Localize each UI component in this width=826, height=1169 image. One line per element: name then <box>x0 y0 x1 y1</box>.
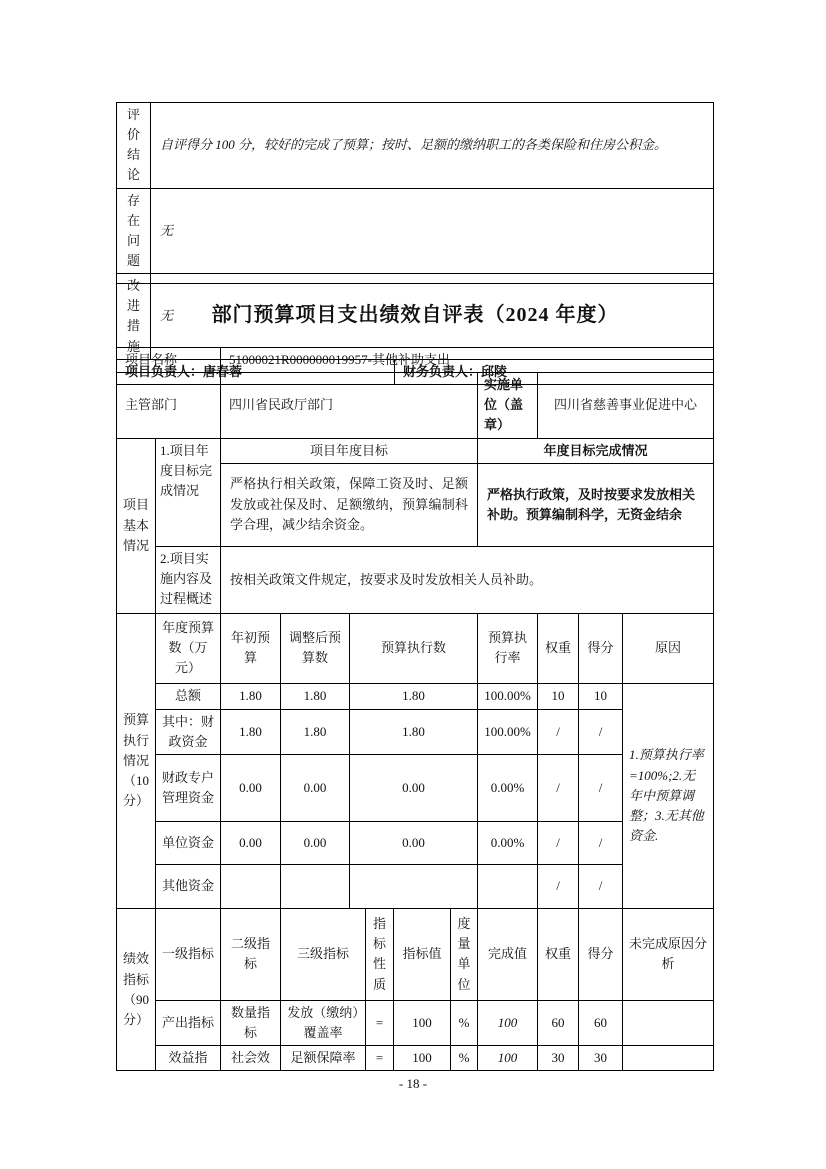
budget-cell: / <box>538 864 579 908</box>
implementation-text: 按相关政策文件规定，按要求及时发放相关人员补助。 <box>221 546 714 613</box>
indicator-cell: 30 <box>579 1046 623 1071</box>
indicator-cell: 100 <box>394 1046 451 1071</box>
budget-adjusted-header: 调整后预算数 <box>281 613 350 683</box>
budget-cell: / <box>538 821 579 864</box>
budget-cell: 1.80 <box>221 709 281 754</box>
table-row <box>117 683 714 709</box>
indicator-cell: 100 <box>394 1000 451 1045</box>
goal-completion-header: 年度目标完成情况 <box>478 438 714 463</box>
budget-row-label: 单位资金 <box>156 821 221 864</box>
indicator-cell: 100 <box>478 1046 538 1071</box>
budget-cell: 1.80 <box>281 709 350 754</box>
budget-cell: / <box>538 709 579 754</box>
indicator-cell: = <box>366 1046 394 1071</box>
indicator-cell: 社会效 <box>221 1046 281 1071</box>
budget-performance-table <box>116 283 714 1071</box>
budget-cell: 0.00 <box>350 754 478 821</box>
budget-cell: / <box>538 754 579 821</box>
budget-cell: / <box>579 821 623 864</box>
table-row <box>117 1000 714 1045</box>
indicator-level3-header: 三级指标 <box>281 908 366 1000</box>
table-row <box>117 188 714 274</box>
impl-unit-label: 实施单位（盖章） <box>478 373 538 438</box>
dept-label: 主管部门 <box>117 373 221 438</box>
existing-problems-label: 存在问题 <box>117 188 151 274</box>
indicator-nature-header: 指标性质 <box>366 908 394 1000</box>
budget-cell: 0.00% <box>478 821 538 864</box>
indicator-score-header: 得分 <box>579 908 623 1000</box>
budget-cell: 0.00 <box>221 821 281 864</box>
budget-col-label-header: 年度预算数（万元） <box>156 613 221 683</box>
indicator-cell: % <box>451 1046 478 1071</box>
budget-row-label: 总额 <box>156 683 221 709</box>
eval-conclusion-text: 自评得分 100 分，较好的完成了预算；按时、足额的缴纳职工的各类保险和住房公积金。 <box>151 103 714 189</box>
budget-row-label: 财政专户管理资金 <box>156 754 221 821</box>
indicator-cell: 效益指 <box>156 1046 221 1071</box>
indicator-cell: 60 <box>538 1000 579 1045</box>
budget-cell: 10 <box>579 683 623 709</box>
budget-cell: 100.00% <box>478 683 538 709</box>
table-row <box>117 613 714 683</box>
budget-cell: 1.80 <box>350 709 478 754</box>
indicator-unit-header: 度量单位 <box>451 908 478 1000</box>
existing-problems-text: 无 <box>151 188 714 274</box>
budget-reason-header: 原因 <box>623 613 714 683</box>
improvement-measures-label: 改进措施 <box>117 274 151 360</box>
budget-cell: 0.00 <box>221 754 281 821</box>
table-row <box>117 438 714 463</box>
table-row <box>117 373 714 438</box>
table-row <box>117 908 714 1000</box>
indicator-cell: = <box>366 1000 394 1045</box>
table-row <box>117 1046 714 1071</box>
budget-cell: / <box>579 709 623 754</box>
indicator-section-label: 绩效指标（90分） <box>117 908 156 1070</box>
budget-section-label: 预算执行情况（10分） <box>117 613 156 908</box>
budget-cell <box>478 864 538 908</box>
budget-cell: 1.80 <box>221 683 281 709</box>
annual-goal-text: 严格执行相关政策，保障工资及时、足额发放或社保及时、足额缴纳，预算编制科学合理，减少结余资金。 <box>221 463 478 546</box>
project-name-value: 51000021R000000019957-其他补助支出 <box>221 348 714 373</box>
indicator-cell: 30 <box>538 1046 579 1071</box>
page-number: - 18 - <box>398 1076 428 1091</box>
budget-row-label: 其他资金 <box>156 864 221 908</box>
annual-goal-row-label: 1.项目年度目标完成情况 <box>156 438 221 546</box>
goal-completion-text: 严格执行政策，及时按要求发放相关补助。预算编制科学，无资金结余 <box>478 463 714 546</box>
indicator-cell: 数量指标 <box>221 1000 281 1045</box>
indicator-weight-header: 权重 <box>538 908 579 1000</box>
indicator-cell: 60 <box>579 1000 623 1045</box>
budget-cell: 10 <box>538 683 579 709</box>
budget-cell: 0.00 <box>281 754 350 821</box>
budget-reason-text: 1.预算执行率=100%;2.无年中预算调整；3.无其他资金. <box>623 683 714 908</box>
indicator-analysis-header: 未完成原因分析 <box>623 908 714 1000</box>
budget-score-header: 得分 <box>579 613 623 683</box>
budget-weight-header: 权重 <box>538 613 579 683</box>
budget-initial-header: 年初预算 <box>221 613 281 683</box>
indicator-cell <box>623 1000 714 1045</box>
budget-cell: 100.00% <box>478 709 538 754</box>
project-name-label: 项目名称 <box>117 348 221 373</box>
finance-manager: 财务负责人：邱陵 <box>395 359 714 384</box>
eval-conclusion-label: 评价结论 <box>117 103 151 189</box>
indicator-cell: 发放（缴纳）覆盖率 <box>281 1000 366 1045</box>
indicator-cell: % <box>451 1000 478 1045</box>
annual-goal-header: 项目年度目标 <box>221 438 478 463</box>
budget-row-label: 其中：财政资金 <box>156 709 221 754</box>
indicator-actual-header: 完成值 <box>478 908 538 1000</box>
table-row <box>117 103 714 189</box>
project-manager: 项目负责人：唐春蓉 <box>117 359 395 384</box>
budget-cell <box>350 864 478 908</box>
budget-cell: 1.80 <box>281 683 350 709</box>
table-row <box>117 546 714 613</box>
page-title: 部门预算项目支出绩效自评表（2024 年度） <box>117 284 714 348</box>
budget-cell <box>281 864 350 908</box>
budget-rate-header: 预算执行率 <box>478 613 538 683</box>
table-row <box>117 348 714 373</box>
table-row <box>117 284 714 348</box>
budget-cell <box>221 864 281 908</box>
indicator-cell: 足额保障率 <box>281 1046 366 1071</box>
budget-cell: 1.80 <box>350 683 478 709</box>
dept-value: 四川省民政厅部门 <box>221 373 478 438</box>
indicator-cell: 100 <box>478 1000 538 1045</box>
budget-cell: 0.00 <box>281 821 350 864</box>
basic-section-label: 项目基本情况 <box>117 438 156 613</box>
indicator-cell: 产出指标 <box>156 1000 221 1045</box>
impl-unit-value: 四川省慈善事业促进中心 <box>538 373 714 438</box>
budget-cell: 0.00 <box>350 821 478 864</box>
indicator-cell <box>623 1046 714 1071</box>
indicator-level2-header: 二级指标 <box>221 908 281 1000</box>
implementation-row-label: 2.项目实施内容及过程概述 <box>156 546 221 613</box>
improvement-measures-text: 无 <box>151 274 714 360</box>
budget-cell: / <box>579 754 623 821</box>
indicator-level1-header: 一级指标 <box>156 908 221 1000</box>
budget-cell: / <box>579 864 623 908</box>
budget-executed-header: 预算执行数 <box>350 613 478 683</box>
budget-cell: 0.00% <box>478 754 538 821</box>
indicator-target-header: 指标值 <box>394 908 451 1000</box>
